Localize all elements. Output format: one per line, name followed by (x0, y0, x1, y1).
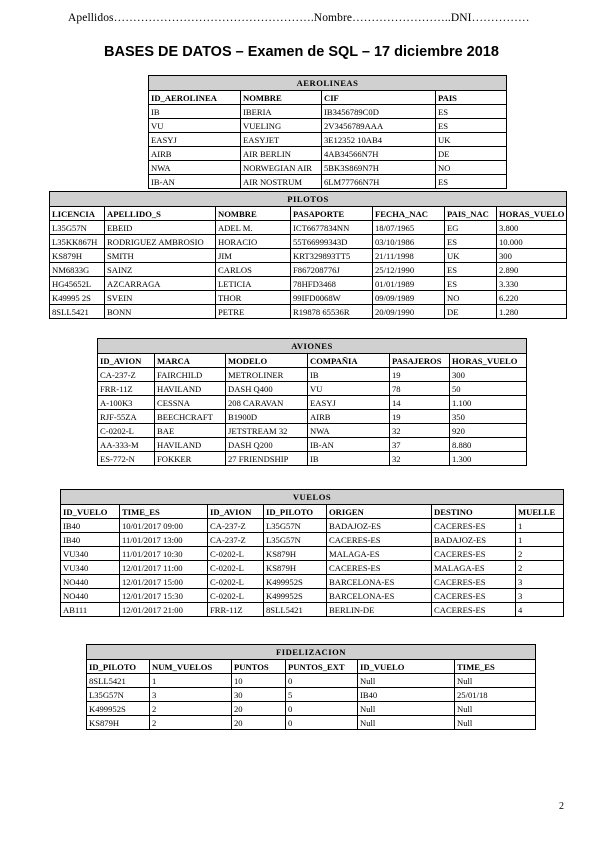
table-cell: CESSNA (155, 396, 226, 410)
table-cell: Null (358, 674, 455, 688)
fidelizacion-caption: FIDELIZACION (87, 645, 536, 660)
table-cell: FRR-11Z (98, 382, 155, 396)
table-cell: NWA (308, 424, 390, 438)
table-cell: Null (455, 716, 536, 730)
table-cell: 3.800 (497, 221, 567, 235)
table-row (87, 702, 536, 716)
table-row (50, 235, 567, 249)
table-cell: Null (455, 702, 536, 716)
table-cell: BONN (105, 305, 216, 319)
table-cell: SVEIN (105, 291, 216, 305)
table-cell: 19 (390, 410, 450, 424)
table-cell: FRR-11Z (208, 603, 264, 617)
table-cell: KS879H (87, 716, 150, 730)
table-cell: 6LM77766N7H (322, 175, 436, 189)
table-row (149, 105, 507, 119)
table-cell: VUELING (241, 119, 322, 133)
table-cell: 20 (232, 716, 286, 730)
table-cell: CACERES-ES (327, 561, 432, 575)
table-cell: IB3456789C0D (322, 105, 436, 119)
table-cell: CA-237-Z (98, 368, 155, 382)
table-cell: KS879H (264, 547, 327, 561)
table-row (50, 277, 567, 291)
table-cell: B1900D (226, 410, 308, 424)
table-cell: NO440 (61, 589, 120, 603)
table-cell: MALAGA-ES (327, 547, 432, 561)
table-row (98, 410, 527, 424)
table-cell: L35G57N (264, 533, 327, 547)
table-cell: SAINZ (105, 263, 216, 277)
table-cell: CARLOS (216, 263, 291, 277)
table-cell: UK (445, 249, 497, 263)
table-cell: 4 (516, 603, 564, 617)
table-cell: L35G57N (87, 688, 150, 702)
table-cell: AIRB (149, 147, 241, 161)
aerolineas-table (148, 75, 507, 189)
table-cell: 19 (390, 368, 450, 382)
table-cell: 8.880 (450, 438, 527, 452)
table-cell: NO440 (61, 575, 120, 589)
table-cell: EASYJET (241, 133, 322, 147)
table-cell: 2 (150, 716, 232, 730)
table-cell: FOKKER (155, 452, 226, 466)
table-cell: 350 (450, 410, 527, 424)
aviones-table (97, 338, 527, 466)
table-row (98, 368, 527, 382)
table-cell: 11/01/2017 13:00 (120, 533, 208, 547)
column-header: ID_VUELO (61, 505, 120, 519)
column-header: FECHA_NAC (373, 207, 445, 221)
table-cell: BAE (155, 424, 226, 438)
table-cell: ES (436, 105, 507, 119)
table-cell: VU (308, 382, 390, 396)
table-cell: ADEL M. (216, 221, 291, 235)
table-cell: BEECHCRAFT (155, 410, 226, 424)
table-cell: HAVILAND (155, 438, 226, 452)
table-cell: IB40 (61, 533, 120, 547)
table-cell: EASYJ (149, 133, 241, 147)
table-cell: AIRB (308, 410, 390, 424)
table-cell: PETRE (216, 305, 291, 319)
student-info-line: Apellidos…………………………………………….Nombre……………………..DNI…………… (68, 12, 530, 24)
table-cell: 8SLL5421 (87, 674, 150, 688)
table-cell: IB-AN (308, 438, 390, 452)
table-header-row (98, 354, 527, 368)
table-cell: 11/01/2017 10:30 (120, 547, 208, 561)
table-cell: BADAJOZ-ES (327, 519, 432, 533)
vuelos-table (60, 489, 564, 617)
table-cell: 09/09/1989 (373, 291, 445, 305)
table-cell: L35G57N (264, 519, 327, 533)
table-cell: EASYJ (308, 396, 390, 410)
table-row (61, 547, 564, 561)
table-header-row (61, 505, 564, 519)
table-cell: ES (445, 235, 497, 249)
column-header: ID_AEROLINEA (149, 91, 241, 105)
table-cell: 8SLL5421 (50, 305, 105, 319)
table-cell: 208 CARAVAN (226, 396, 308, 410)
table-cell: NO (445, 291, 497, 305)
table-row (149, 147, 507, 161)
table-cell: DASH Q200 (226, 438, 308, 452)
table-cell: Null (455, 674, 536, 688)
table-cell: C-0202-L (208, 589, 264, 603)
table-header-row (50, 207, 567, 221)
table-cell: 14 (390, 396, 450, 410)
column-header: PASAJEROS (390, 354, 450, 368)
table-cell: 0 (286, 702, 358, 716)
table-cell: CACERES-ES (327, 533, 432, 547)
table-cell: KRT329893TT5 (291, 249, 373, 263)
table-cell: 1 (516, 533, 564, 547)
table-cell: DE (436, 147, 507, 161)
column-header: PUNTOS_EXT (286, 660, 358, 674)
table-cell: 78HFD3468 (291, 277, 373, 291)
table-cell: CACERES-ES (432, 575, 516, 589)
table-row (50, 221, 567, 235)
table-cell: 12/01/2017 15:00 (120, 575, 208, 589)
table-cell: 2 (150, 702, 232, 716)
pilotos-table (49, 191, 567, 319)
table-cell: 5 (286, 688, 358, 702)
column-header: ID_PILOTO (264, 505, 327, 519)
table-cell: R19878 65536R (291, 305, 373, 319)
table-cell: K499952S (87, 702, 150, 716)
table-cell: ICT6677834NN (291, 221, 373, 235)
table-cell: 920 (450, 424, 527, 438)
table-cell: KS879H (50, 249, 105, 263)
table-cell: 10/01/2017 09:00 (120, 519, 208, 533)
table-cell: 3E12352 10AB4 (322, 133, 436, 147)
table-cell: 2V3456789AAA (322, 119, 436, 133)
table-row (87, 688, 536, 702)
table-row (149, 119, 507, 133)
column-header: PAIS_NAC (445, 207, 497, 221)
table-cell: NWA (149, 161, 241, 175)
table-cell: EBEID (105, 221, 216, 235)
table-cell: AIR NOSTRUM (241, 175, 322, 189)
table-cell: CACERES-ES (432, 589, 516, 603)
table-cell: 37 (390, 438, 450, 452)
table-cell: ES (445, 263, 497, 277)
table-cell: 1.300 (450, 452, 527, 466)
table-row (61, 603, 564, 617)
table-row (87, 716, 536, 730)
table-cell: CACERES-ES (432, 519, 516, 533)
table-cell: BARCELONA-ES (327, 575, 432, 589)
table-cell: 2 (516, 547, 564, 561)
table-row (50, 291, 567, 305)
table-cell: 0 (286, 716, 358, 730)
table-cell: 1.280 (497, 305, 567, 319)
table-cell: AZCARRAGA (105, 277, 216, 291)
table-cell: 300 (450, 368, 527, 382)
table-cell: 01/01/1989 (373, 277, 445, 291)
table-cell: Null (358, 716, 455, 730)
column-header: NUM_VUELOS (150, 660, 232, 674)
table-cell: 30 (232, 688, 286, 702)
column-header: ID_AVION (208, 505, 264, 519)
column-header: PASAPORTE (291, 207, 373, 221)
table-cell: 20/09/1990 (373, 305, 445, 319)
table-row (98, 452, 527, 466)
column-header: ID_AVION (98, 354, 155, 368)
table-cell: BADAJOZ-ES (432, 533, 516, 547)
column-header: ID_VUELO (358, 660, 455, 674)
table-header-row (87, 660, 536, 674)
table-cell: 10 (232, 674, 286, 688)
table-row (98, 396, 527, 410)
table-cell: RJF-55ZA (98, 410, 155, 424)
column-header: HORAS_VUELO (450, 354, 527, 368)
table-cell: F867208776J (291, 263, 373, 277)
table-cell: 1 (150, 674, 232, 688)
table-cell: EG (445, 221, 497, 235)
table-cell: DE (445, 305, 497, 319)
table-cell: FAIRCHILD (155, 368, 226, 382)
table-cell: NORWEGIAN AIR (241, 161, 322, 175)
column-header: DESTINO (432, 505, 516, 519)
pilotos-caption: PILOTOS (50, 192, 567, 207)
table-cell: 2 (516, 561, 564, 575)
column-header: TIME_ES (455, 660, 536, 674)
table-cell: 25/01/18 (455, 688, 536, 702)
column-header: MODELO (226, 354, 308, 368)
aviones-caption: AVIONES (98, 339, 527, 354)
column-header: NOMBRE (216, 207, 291, 221)
table-cell: ES (436, 175, 507, 189)
table-cell: 3 (150, 688, 232, 702)
column-header: MUELLE (516, 505, 564, 519)
table-cell: METROLINER (226, 368, 308, 382)
table-cell: 50 (450, 382, 527, 396)
table-cell: IB (308, 452, 390, 466)
table-row (50, 263, 567, 277)
table-row (61, 519, 564, 533)
table-cell: 32 (390, 424, 450, 438)
table-cell: A-100K3 (98, 396, 155, 410)
table-cell: K499952S (264, 589, 327, 603)
table-cell: L35KK867H (50, 235, 105, 249)
table-cell: VU (149, 119, 241, 133)
table-cell: 32 (390, 452, 450, 466)
table-cell: CA-237-Z (208, 519, 264, 533)
table-cell: 1 (516, 519, 564, 533)
table-cell: AB111 (61, 603, 120, 617)
table-cell: ES-772-N (98, 452, 155, 466)
table-row (87, 674, 536, 688)
table-cell: SMITH (105, 249, 216, 263)
table-cell: 25/12/1990 (373, 263, 445, 277)
table-cell: IB40 (61, 519, 120, 533)
table-row (98, 382, 527, 396)
table-cell: 03/10/1986 (373, 235, 445, 249)
table-cell: Null (358, 702, 455, 716)
table-cell: 21/11/1998 (373, 249, 445, 263)
table-cell: C-0202-L (98, 424, 155, 438)
table-cell: IBERIA (241, 105, 322, 119)
table-cell: CA-237-Z (208, 533, 264, 547)
table-cell: 2.890 (497, 263, 567, 277)
column-header: NOMBRE (241, 91, 322, 105)
table-cell: JIM (216, 249, 291, 263)
table-cell: NM6833G (50, 263, 105, 277)
table-cell: 1.100 (450, 396, 527, 410)
table-cell: 3.330 (497, 277, 567, 291)
table-cell: DASH Q400 (226, 382, 308, 396)
table-cell: IB (149, 105, 241, 119)
table-cell: LETICIA (216, 277, 291, 291)
table-row (149, 133, 507, 147)
table-cell: 5BK3S869N7H (322, 161, 436, 175)
table-cell: MALAGA-ES (432, 561, 516, 575)
table-cell: 10.000 (497, 235, 567, 249)
table-cell: C-0202-L (208, 561, 264, 575)
table-cell: C-0202-L (208, 575, 264, 589)
table-row (149, 161, 507, 175)
table-header-row (149, 91, 507, 105)
column-header: HORAS_VUELO (497, 207, 567, 221)
column-header: ORIGEN (327, 505, 432, 519)
table-cell: 27 FRIENDSHIP (226, 452, 308, 466)
table-cell: VU340 (61, 547, 120, 561)
table-row (98, 424, 527, 438)
table-cell: 78 (390, 382, 450, 396)
table-cell: 4AB34566N7H (322, 147, 436, 161)
table-cell: K499952S (264, 575, 327, 589)
column-header: PUNTOS (232, 660, 286, 674)
table-cell: 300 (497, 249, 567, 263)
table-cell: KS879H (264, 561, 327, 575)
table-cell: CACERES-ES (432, 603, 516, 617)
table-cell: 18/07/1965 (373, 221, 445, 235)
table-cell: C-0202-L (208, 547, 264, 561)
table-cell: 6.220 (497, 291, 567, 305)
table-cell: 12/01/2017 15:30 (120, 589, 208, 603)
table-row (98, 438, 527, 452)
table-cell: CACERES-ES (432, 547, 516, 561)
table-cell: HG45652L (50, 277, 105, 291)
table-cell: AA-333-M (98, 438, 155, 452)
fidelizacion-table (86, 644, 536, 730)
table-row (61, 589, 564, 603)
column-header: ID_PILOTO (87, 660, 150, 674)
table-cell: NO (436, 161, 507, 175)
table-cell: 55T66999343D (291, 235, 373, 249)
table-cell: 20 (232, 702, 286, 716)
table-cell: THOR (216, 291, 291, 305)
table-cell: 3 (516, 589, 564, 603)
table-cell: BERLIN-DE (327, 603, 432, 617)
table-cell: IB-AN (149, 175, 241, 189)
table-cell: 8SLL5421 (264, 603, 327, 617)
column-header: CIF (322, 91, 436, 105)
table-cell: IB (308, 368, 390, 382)
table-cell: IB40 (358, 688, 455, 702)
column-header: TIME_ES (120, 505, 208, 519)
table-cell: ES (445, 277, 497, 291)
column-header: PAIS (436, 91, 507, 105)
column-header: APELLIDO_S (105, 207, 216, 221)
table-cell: 0 (286, 674, 358, 688)
table-row (61, 561, 564, 575)
table-cell: JETSTREAM 32 (226, 424, 308, 438)
table-row (61, 533, 564, 547)
aerolineas-caption: AEROLINEAS (149, 76, 507, 91)
exam-title: BASES DE DATOS – Examen de SQL – 17 diciembre 2018 (104, 44, 499, 60)
table-cell: HAVILAND (155, 382, 226, 396)
table-cell: ES (436, 119, 507, 133)
column-header: LICENCIA (50, 207, 105, 221)
table-row (50, 249, 567, 263)
column-header: MARCA (155, 354, 226, 368)
table-row (50, 305, 567, 319)
table-cell: RODRIGUEZ AMBROSIO (105, 235, 216, 249)
table-cell: 12/01/2017 21:00 (120, 603, 208, 617)
table-row (149, 175, 507, 189)
table-cell: 12/01/2017 11:00 (120, 561, 208, 575)
table-cell: AIR BERLIN (241, 147, 322, 161)
table-row (61, 575, 564, 589)
table-cell: K49995 2S (50, 291, 105, 305)
vuelos-caption: VUELOS (61, 490, 564, 505)
column-header: COMPAÑIA (308, 354, 390, 368)
table-cell: 3 (516, 575, 564, 589)
table-cell: UK (436, 133, 507, 147)
table-cell: 99IFD0068W (291, 291, 373, 305)
table-cell: L35G57N (50, 221, 105, 235)
table-cell: BARCELONA-ES (327, 589, 432, 603)
table-cell: VU340 (61, 561, 120, 575)
table-cell: HORACIO (216, 235, 291, 249)
page-number: 2 (559, 801, 564, 812)
